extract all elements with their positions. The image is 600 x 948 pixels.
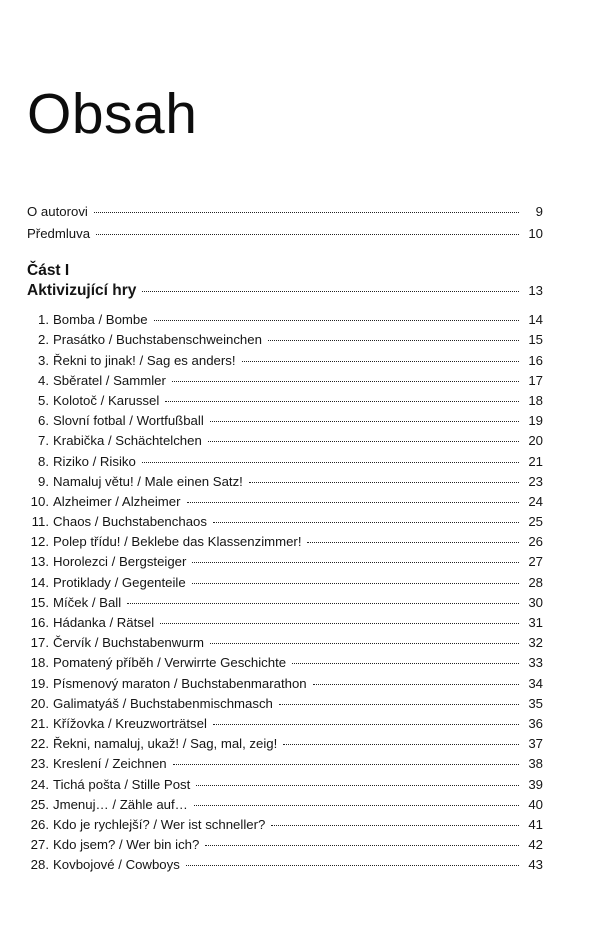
dot-leader bbox=[268, 340, 519, 341]
toc-entry[interactable] bbox=[27, 492, 543, 512]
entry-number: 24. bbox=[30, 776, 49, 792]
dot-leader bbox=[210, 643, 519, 644]
toc-entry[interactable] bbox=[27, 633, 543, 653]
entry-page-number: 30 bbox=[528, 594, 543, 610]
toc-entry[interactable] bbox=[27, 674, 543, 694]
entry-label bbox=[27, 815, 265, 835]
entry-label bbox=[27, 512, 207, 532]
entry-page-number: 15 bbox=[528, 332, 543, 348]
dot-leader bbox=[142, 291, 519, 292]
entry-label bbox=[27, 552, 186, 572]
dot-leader bbox=[213, 724, 519, 725]
toc-entry[interactable] bbox=[27, 223, 543, 245]
entry-label bbox=[27, 855, 180, 875]
section-subheading: Aktivizující hry bbox=[27, 282, 137, 299]
toc-entry[interactable] bbox=[27, 512, 543, 532]
entry-number: 19. bbox=[30, 675, 49, 691]
entry-page-number: 34 bbox=[528, 675, 543, 691]
entry-page-number: 14 bbox=[528, 312, 543, 328]
dot-leader bbox=[160, 623, 519, 624]
entry-label bbox=[27, 633, 204, 653]
entry-number: 3. bbox=[38, 352, 49, 368]
entry-number: 18. bbox=[30, 655, 49, 671]
entry-label bbox=[27, 411, 204, 431]
entry-label bbox=[27, 674, 307, 694]
entry-title: Kdo jsem? / Wer bin ich? bbox=[53, 837, 200, 853]
entry-page-number: 38 bbox=[528, 756, 543, 772]
entry-number: 13. bbox=[30, 554, 49, 570]
dot-leader bbox=[208, 441, 519, 442]
entry-number: 1. bbox=[38, 312, 49, 328]
entry-number: 15. bbox=[30, 594, 49, 610]
entry-title: Namaluj větu! / Male einen Satz! bbox=[53, 473, 243, 489]
toc-entry[interactable] bbox=[27, 552, 543, 572]
entry-label bbox=[27, 452, 136, 472]
entry-label: O autorovi bbox=[27, 204, 88, 219]
toc-entry[interactable] bbox=[27, 411, 543, 431]
entry-label bbox=[27, 795, 188, 815]
entry-number: 14. bbox=[30, 574, 49, 590]
entry-title: Prasátko / Buchstabenschweinchen bbox=[53, 332, 262, 348]
toc-entry[interactable] bbox=[27, 653, 543, 673]
entry-title: Polep třídu! / Beklebe das Klassenzimmer! bbox=[53, 534, 302, 550]
games-list bbox=[27, 310, 543, 875]
dot-leader bbox=[94, 212, 519, 213]
dot-leader bbox=[249, 482, 519, 483]
entry-title: Křížovka / Kreuzworträtsel bbox=[53, 715, 207, 731]
entry-page-number: 18 bbox=[528, 392, 543, 408]
entry-page-number: 17 bbox=[528, 372, 543, 388]
entry-label bbox=[27, 330, 262, 350]
entry-label bbox=[27, 371, 166, 391]
toc-entry[interactable] bbox=[27, 573, 543, 593]
entry-page-number: 9 bbox=[535, 204, 543, 219]
entry-page-number: 25 bbox=[528, 514, 543, 530]
entry-label bbox=[27, 593, 121, 613]
toc-entry[interactable] bbox=[27, 310, 543, 330]
intro-entries bbox=[27, 201, 543, 244]
entry-page-number: 31 bbox=[528, 615, 543, 630]
entry-number: 22. bbox=[30, 736, 49, 752]
entry-title: Červík / Buchstabenwurm bbox=[53, 635, 204, 651]
entry-number: 6. bbox=[38, 413, 49, 429]
page-title: Obsah bbox=[27, 82, 198, 147]
section-heading: Část I bbox=[27, 262, 70, 279]
entry-number: 23. bbox=[30, 756, 49, 772]
toc-entry[interactable] bbox=[27, 734, 543, 754]
dot-leader bbox=[307, 542, 519, 543]
entry-page-number: 21 bbox=[528, 453, 543, 469]
dot-leader bbox=[242, 361, 519, 362]
toc-entry[interactable] bbox=[27, 452, 543, 472]
toc-entry[interactable] bbox=[27, 330, 543, 350]
dot-leader bbox=[313, 684, 519, 685]
entry-number: 5. bbox=[38, 392, 49, 408]
entry-label bbox=[27, 472, 243, 492]
toc-entry[interactable] bbox=[27, 532, 543, 552]
entry-page-number: 37 bbox=[528, 736, 543, 752]
toc-entry[interactable] bbox=[27, 431, 543, 451]
dot-leader bbox=[127, 603, 519, 604]
toc-entry[interactable] bbox=[27, 855, 543, 875]
entry-title: Hádanka / Rätsel bbox=[53, 615, 155, 630]
entry-page-number: 35 bbox=[528, 695, 543, 711]
entry-page-number: 13 bbox=[528, 283, 543, 298]
dot-leader bbox=[292, 663, 519, 664]
entry-title: Alzheimer / Alzheimer bbox=[53, 493, 181, 509]
entry-number: 25. bbox=[30, 796, 49, 812]
entry-number: 10. bbox=[30, 493, 49, 509]
entry-page-number: 41 bbox=[528, 816, 543, 832]
entry-number: 20. bbox=[30, 695, 49, 711]
entry-page-number: 20 bbox=[528, 433, 543, 449]
dot-leader bbox=[186, 865, 519, 866]
entry-title: Kolotoč / Karussel bbox=[53, 392, 160, 408]
table-of-contents bbox=[27, 201, 543, 875]
entry-label bbox=[27, 775, 190, 795]
toc-entry[interactable] bbox=[27, 835, 543, 855]
entry-label bbox=[27, 754, 167, 774]
dot-leader bbox=[283, 744, 519, 745]
entry-title: Řekni, namaluj, ukaž! / Sag, mal, zeig! bbox=[53, 736, 278, 752]
toc-entry[interactable] bbox=[27, 754, 543, 774]
entry-page-number: 16 bbox=[528, 352, 543, 368]
section-part-1 bbox=[27, 261, 543, 301]
entry-page-number: 33 bbox=[528, 655, 543, 671]
entry-title: Sběratel / Sammler bbox=[53, 372, 166, 388]
entry-number: 8. bbox=[38, 453, 49, 469]
toc-entry[interactable] bbox=[27, 613, 543, 633]
dot-leader bbox=[173, 764, 519, 765]
entry-label bbox=[27, 492, 181, 512]
dot-leader bbox=[271, 825, 519, 826]
entry-page-number: 10 bbox=[528, 225, 543, 241]
entry-title: Kreslení / Zeichnen bbox=[53, 756, 167, 772]
entry-page-number: 23 bbox=[528, 473, 543, 489]
dot-leader bbox=[192, 562, 519, 563]
toc-entry[interactable] bbox=[27, 391, 543, 411]
dot-leader bbox=[154, 320, 519, 321]
entry-title: Riziko / Risiko bbox=[53, 453, 136, 469]
entry-label: Předmluva bbox=[27, 225, 91, 241]
entry-title: Bomba / Bombe bbox=[53, 312, 148, 328]
entry-page-number: 39 bbox=[528, 776, 543, 792]
entry-number: 17. bbox=[30, 635, 49, 651]
entry-number: 26. bbox=[30, 816, 49, 832]
entry-label bbox=[27, 351, 236, 371]
entry-label bbox=[27, 391, 159, 411]
entry-title: Slovní fotbal / Wortfußball bbox=[53, 413, 204, 429]
dot-leader bbox=[142, 462, 519, 463]
toc-entry[interactable] bbox=[27, 795, 543, 815]
dot-leader bbox=[213, 522, 519, 523]
entry-title: Písmenový maraton / Buchstabenmarathon bbox=[53, 675, 307, 691]
entry-title: Tichá pošta / Stille Post bbox=[53, 776, 191, 792]
entry-number: 21. bbox=[30, 715, 49, 731]
dot-leader bbox=[194, 805, 519, 806]
entry-number: 9. bbox=[38, 473, 49, 489]
entry-number: 27. bbox=[30, 837, 49, 853]
entry-number: 16. bbox=[30, 615, 49, 630]
entry-number: 28. bbox=[30, 857, 49, 873]
entry-title: Řekni to jinak! / Sag es anders! bbox=[53, 352, 236, 368]
dot-leader bbox=[187, 502, 519, 503]
entry-number: 2. bbox=[38, 332, 49, 348]
entry-title: Galimatyáš / Buchstabenmischmasch bbox=[53, 695, 273, 711]
entry-page-number: 40 bbox=[528, 796, 543, 812]
toc-entry[interactable] bbox=[27, 351, 543, 371]
entry-label bbox=[27, 573, 186, 593]
entry-label bbox=[27, 835, 199, 855]
entry-page-number: 24 bbox=[528, 493, 543, 509]
toc-entry[interactable] bbox=[27, 472, 543, 492]
entry-label bbox=[27, 310, 148, 330]
entry-title: Protiklady / Gegenteile bbox=[53, 574, 186, 590]
entry-page-number: 43 bbox=[528, 857, 543, 873]
entry-page-number: 28 bbox=[528, 574, 543, 590]
entry-page-number: 42 bbox=[528, 837, 543, 853]
entry-label bbox=[27, 714, 207, 734]
toc-entry[interactable] bbox=[27, 714, 543, 734]
entry-number: 4. bbox=[38, 372, 49, 388]
entry-title: Kovbojové / Cowboys bbox=[53, 857, 180, 873]
entry-page-number: 27 bbox=[528, 554, 543, 570]
entry-title: Pomatený příběh / Verwirrte Geschichte bbox=[53, 655, 287, 671]
entry-label bbox=[27, 694, 273, 714]
entry-label bbox=[27, 613, 154, 633]
entry-title: Míček / Ball bbox=[53, 594, 122, 610]
dot-leader bbox=[172, 381, 519, 382]
toc-entry[interactable] bbox=[27, 593, 543, 613]
toc-entry[interactable] bbox=[27, 775, 543, 795]
entry-page-number: 26 bbox=[528, 534, 543, 550]
entry-title: Horolezci / Bergsteiger bbox=[53, 554, 187, 570]
dot-leader bbox=[192, 583, 519, 584]
entry-number: 11. bbox=[31, 514, 49, 530]
entry-number: 12. bbox=[30, 534, 49, 550]
entry-label bbox=[27, 532, 301, 552]
entry-label bbox=[27, 653, 286, 673]
dot-leader bbox=[196, 785, 519, 786]
section-subheading-entry[interactable] bbox=[27, 281, 543, 301]
entry-number: 7. bbox=[38, 433, 49, 449]
entry-page-number: 36 bbox=[528, 715, 543, 731]
entry-title: Krabička / Schächtelchen bbox=[53, 433, 202, 449]
dot-leader bbox=[96, 234, 519, 235]
toc-entry[interactable] bbox=[27, 371, 543, 391]
dot-leader bbox=[165, 401, 519, 402]
entry-page-number: 32 bbox=[528, 635, 543, 651]
entry-label bbox=[27, 734, 277, 754]
entry-title: Kdo je rychlejší? / Wer ist schneller? bbox=[53, 816, 266, 832]
toc-entry[interactable] bbox=[27, 694, 543, 714]
dot-leader bbox=[205, 845, 519, 846]
entry-label bbox=[27, 431, 202, 451]
entry-title: Jmenuj… / Zähle auf… bbox=[53, 796, 188, 812]
toc-entry[interactable] bbox=[27, 815, 543, 835]
entry-page-number: 19 bbox=[528, 413, 543, 429]
toc-entry[interactable] bbox=[27, 201, 543, 223]
entry-title: Chaos / Buchstabenchaos bbox=[53, 514, 207, 530]
dot-leader bbox=[279, 704, 519, 705]
dot-leader bbox=[210, 421, 519, 422]
